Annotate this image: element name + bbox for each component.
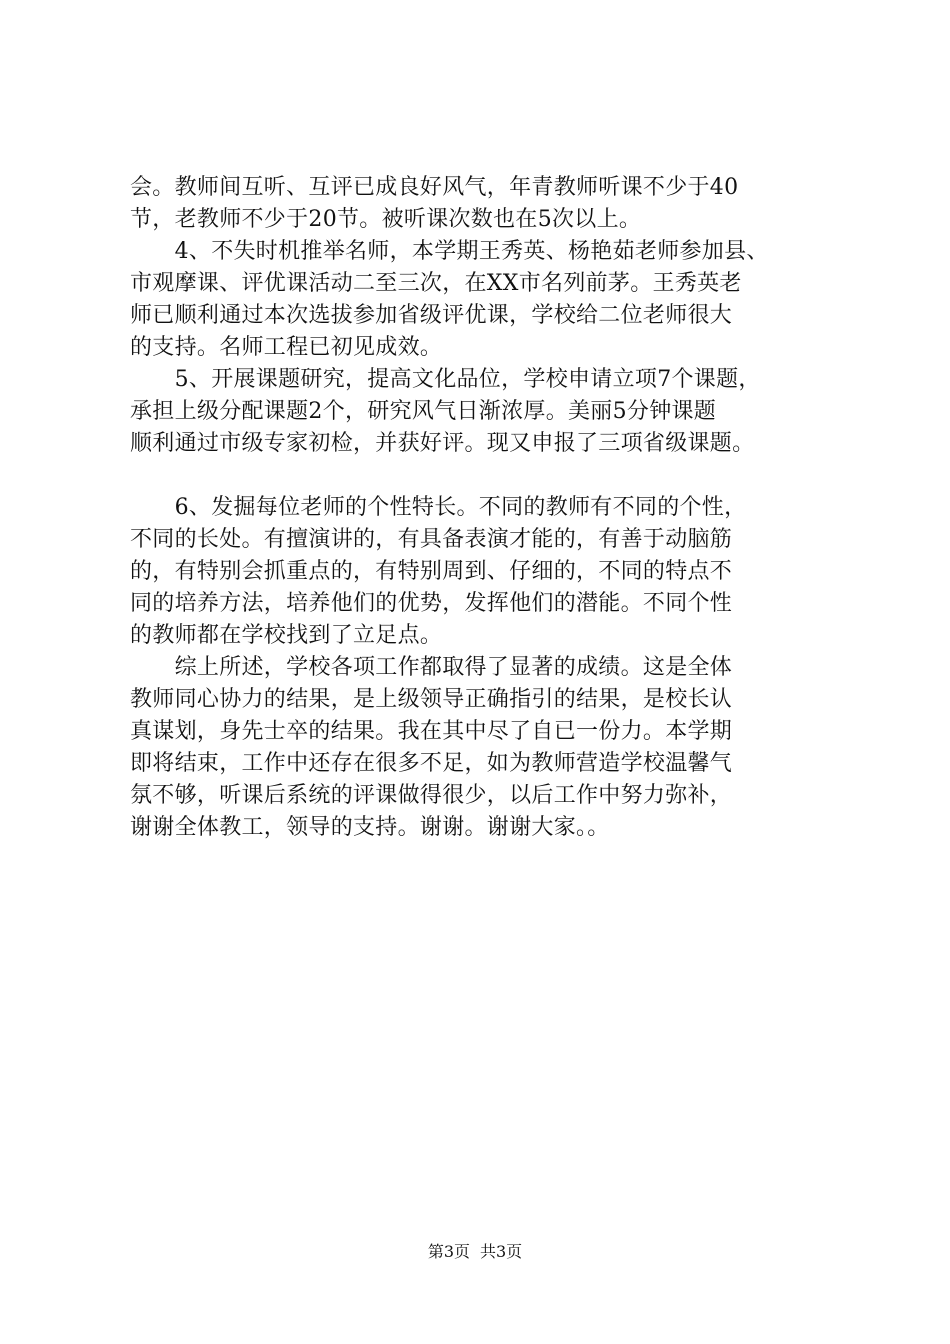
page-total: 共3页: [480, 1242, 523, 1261]
text-line: 不同的长处。有擅演讲的，有具备表演才能的，有善于动脑筋: [130, 527, 733, 552]
text-line: 5、开展课题研究，提高文化品位，学校申请立项7个课题，: [130, 367, 761, 392]
text-line: 市观摩课、评优课活动二至三次，在XX市名列前茅。王秀英老: [130, 271, 742, 296]
text-line: 的教师都在学校找到了立足点。: [130, 623, 443, 648]
text-line: 的支持。名师工程已初见成效。: [130, 335, 443, 360]
text-line: 节，老教师不少于20节。被听课次数也在5次以上。: [130, 207, 642, 232]
text-line: 6、发掘每位老师的个性特长。不同的教师有不同的个性，: [130, 495, 747, 520]
text-line: 综上所述，学校各项工作都取得了显著的成绩。这是全体: [130, 655, 733, 680]
text-line: 即将结束，工作中还存在很多不足，如为教师营造学校温馨气: [130, 751, 733, 776]
text-line: 的，有特别会抓重点的，有特别周到、仔细的，不同的特点不: [130, 559, 733, 584]
text-line: 教师同心协力的结果，是上级领导正确指引的结果，是校长认: [130, 687, 733, 712]
text-line: 4、不失时机推举名师，本学期王秀英、杨艳茹老师参加县、: [130, 239, 769, 264]
text-line: 顺利通过市级专家初检，并获好评。现又申报了三项省级课题。: [130, 431, 755, 456]
page-number: 第3页: [427, 1242, 470, 1261]
text-line: 真谋划，身先士卒的结果。我在其中尽了自已一份力。本学期: [130, 719, 733, 744]
text-line: 会。教师间互听、互评已成良好风气，年青教师听课不少于40: [130, 175, 739, 200]
paragraph-gap: [130, 460, 842, 492]
body-text: [130, 172, 842, 844]
text-line: 氛不够，听课后系统的评课做得很少，以后工作中努力弥补，: [130, 783, 733, 808]
text-line: 同的培养方法，培养他们的优势，发挥他们的潜能。不同个性: [130, 591, 733, 616]
text-line: 谢谢全体教工，领导的支持。谢谢。谢谢大家。。: [130, 815, 610, 840]
text-line: 师已顺利通过本次选拔参加省级评优课，学校给二位老师很大: [130, 303, 733, 328]
page-footer: [0, 1242, 950, 1262]
text-line: 承担上级分配课题2个，研究风气日渐浓厚。美丽5分钟课题: [130, 399, 717, 424]
